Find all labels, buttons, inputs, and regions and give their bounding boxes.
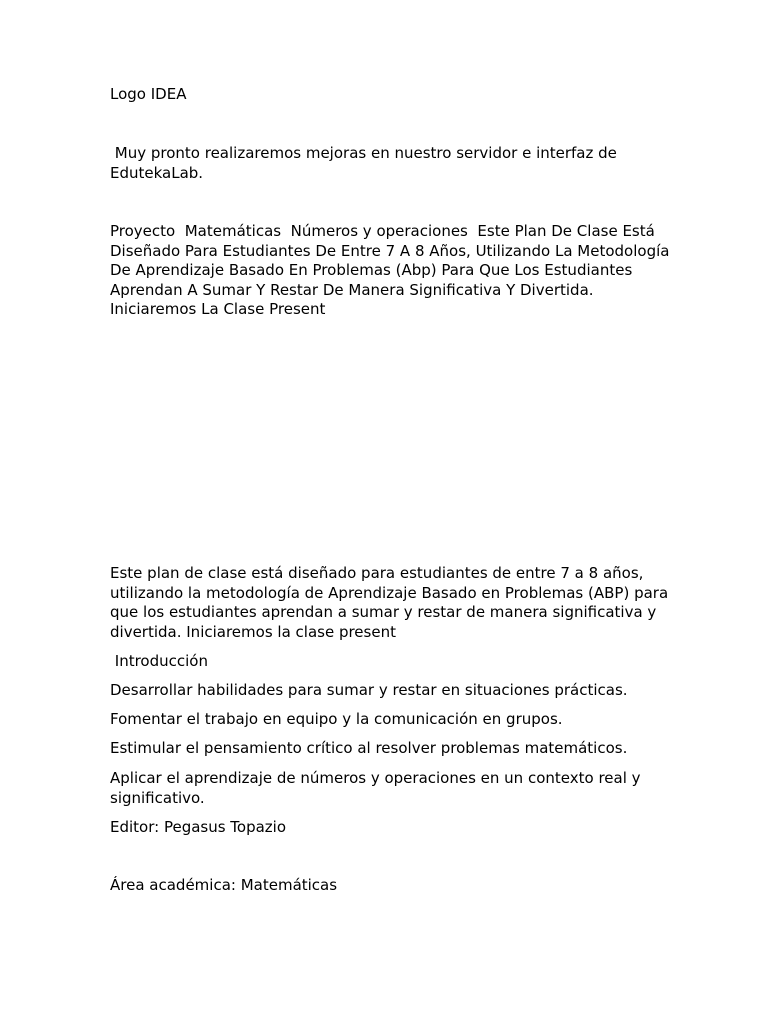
objective-item: Fomentar el trabajo en equipo y la comunicación en grupos.: [110, 710, 563, 728]
objective-item: Aplicar el aprendizaje de números y operaciones en un contexto real y significativo.: [110, 769, 646, 807]
maintenance-notice: Muy pronto realizaremos mejoras en nuestro servidor e interfaz de EdutekaLab.: [110, 144, 622, 182]
academic-area: Área académica: Matemáticas: [110, 876, 338, 894]
plan-description: Este plan de clase está diseñado para estudiantes de entre 7 a 8 años, utilizando la metodología de Aprendizaje Basado en Problemas (ABP) para que los estudiantes aprendan a sumar y restar de manera significativa y divertida. Iniciaremos la clase present: [110, 564, 673, 641]
introduction-heading: Introducción: [110, 652, 208, 670]
logo-text: Logo IDEA: [110, 85, 187, 103]
objective-item: Estimular el pensamiento crítico al resolver problemas matemáticos.: [110, 739, 628, 757]
editor-credit: Editor: Pegasus Topazio: [110, 818, 287, 836]
objective-item: Desarrollar habilidades para sumar y restar en situaciones prácticas.: [110, 681, 628, 699]
project-summary: Proyecto Matemáticas Números y operaciones Este Plan De Clase Está Diseñado Para Estudiantes De Entre 7 A 8 Años, Utilizando La Metodología De Aprendizaje Basado En Problemas (Abp) Para Que Los Estudiantes Aprendan A Sumar Y Restar De Manera Significativa Y Divertida. Iniciaremos La Clase Present: [110, 222, 675, 318]
